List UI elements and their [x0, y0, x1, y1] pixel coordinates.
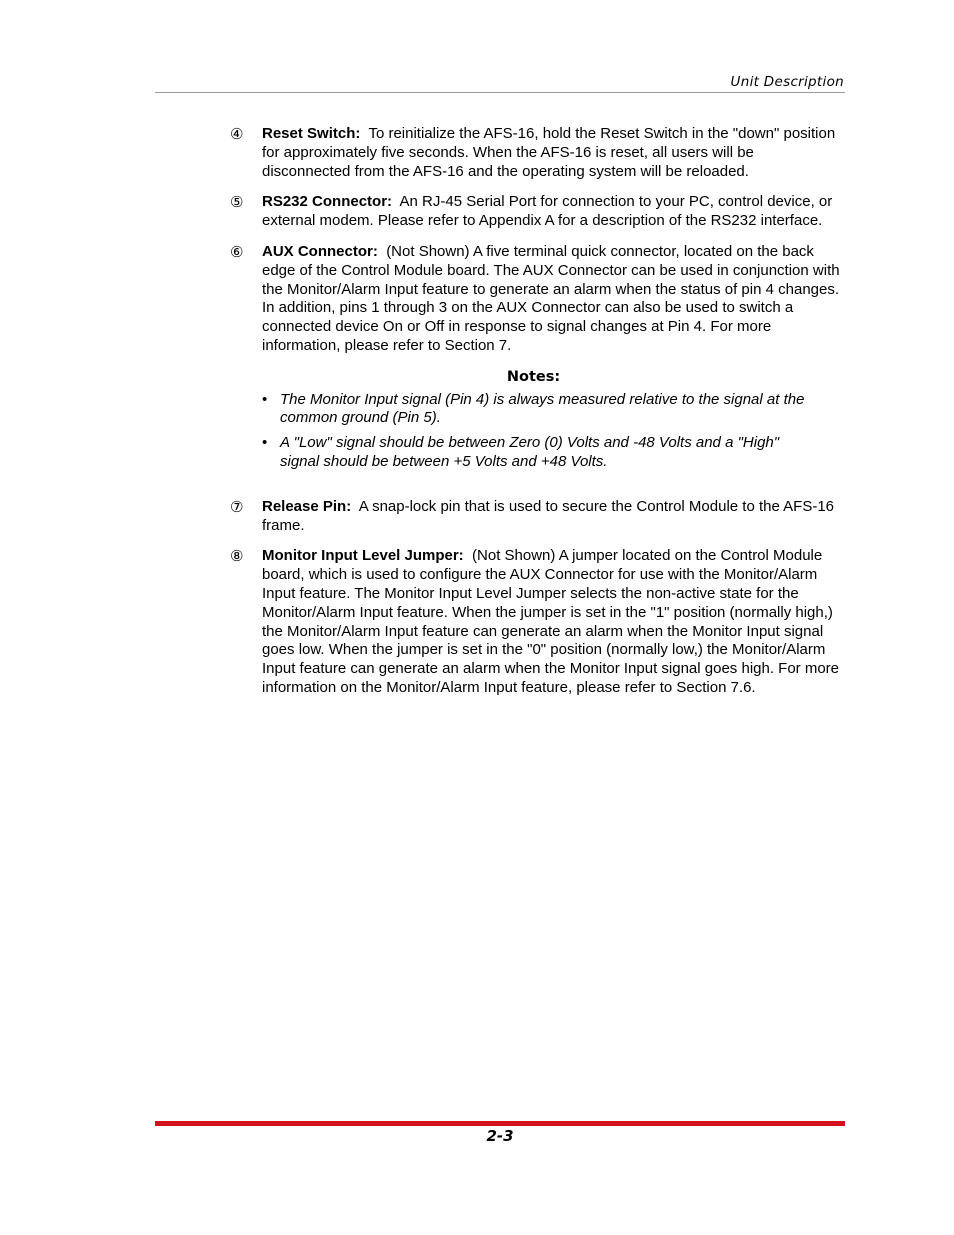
item-term: Release Pin:	[262, 497, 352, 515]
page-body	[230, 125, 845, 710]
item-text: A snap-lock pin that is used to secure the Control Module to the AFS-16 frame.	[262, 497, 835, 534]
note-text: A "Low" signal should be between Zero (0) Volts and -48 Volts and a "High" signal should be between +5 Volts and +48 Volts.	[280, 434, 780, 470]
bullet-icon: •	[262, 434, 268, 452]
note-item	[262, 434, 845, 472]
note-item	[262, 391, 845, 429]
item-text: (Not Shown) A jumper located on the Control Module board, which is used to configure the AUX Connector for use with the Monitor/Alarm Input feature. The Monitor Input Level Jumper selects the non-active state for the Monitor/Alarm Input feature. When the jumper is set in the "1" position (normally high,) the Monitor/Alarm Input feature can generate an alarm when the Monitor Input signal goes low. When the jumper is set in the "0" position (normally low,) the Monitor/Alarm Input feature can generate an alarm when the Monitor Input signal goes high. For more information on the Monitor/Alarm Input feature, please refer to Section 7.6.	[262, 547, 840, 696]
item-term: RS232 Connector:	[262, 193, 393, 211]
item-text: An RJ-45 Serial Port for connection to your PC, control device, or external modem. Please refer to Appendix A for a description of the RS232 interface.	[262, 193, 833, 230]
footer-divider	[155, 1121, 845, 1126]
notes-section	[262, 368, 845, 472]
notes-title: Notes:	[506, 368, 561, 385]
item-number: ④	[230, 125, 244, 143]
list-item-reset-switch	[230, 125, 845, 181]
item-term: Monitor Input Level Jumper:	[262, 547, 464, 565]
running-header: Unit Description	[730, 74, 844, 90]
bullet-icon: •	[262, 390, 268, 408]
item-text: To reinitialize the AFS-16, hold the Reset Switch in the "down" position for approximately five seconds. When the AFS-16 is reset, all users will be disconnected from the AFS-16 and the operating system will be reloaded.	[262, 125, 836, 180]
header-divider	[155, 92, 845, 93]
item-text: (Not Shown) A five terminal quick connector, located on the back edge of the Control Module board. The AUX Connector can be used in conjunction with the Monitor/Alarm Input feature to generate an alarm when the status of pin 4 changes. In addition, pins 1 through 3 on the AUX Connector can also be used to switch a connected device On or Off in response to signal changes at Pin 4. For more information, please refer to Section 7.	[262, 242, 840, 354]
item-number: ⑤	[230, 193, 244, 212]
item-number: ⑧	[230, 547, 244, 566]
note-text: The Monitor Input signal (Pin 4) is always measured relative to the signal at the common ground (Pin 5).	[280, 390, 805, 427]
list-item-rs232-connector	[230, 193, 845, 231]
item-term: Reset Switch:	[262, 125, 361, 142]
list-item-monitor-input-level-jumper	[230, 547, 845, 697]
list-item-release-pin	[230, 498, 845, 536]
list-item-aux-connector	[230, 243, 845, 356]
item-term: AUX Connector:	[262, 242, 378, 260]
item-number: ⑦	[230, 497, 244, 516]
page-number: 2-3	[486, 1127, 514, 1145]
item-number: ⑥	[230, 242, 244, 261]
